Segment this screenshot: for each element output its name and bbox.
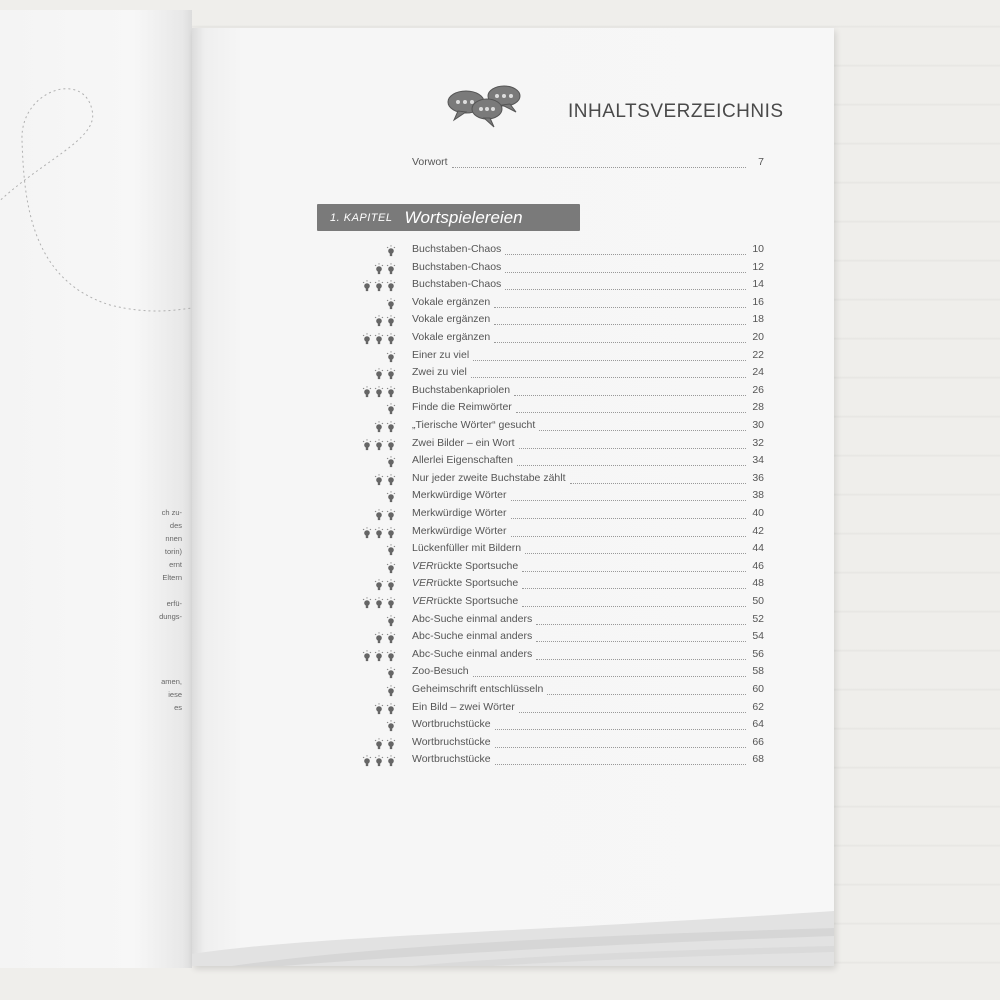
toc-entry-title — [412, 278, 501, 290]
lightbulb-icon — [374, 263, 384, 275]
toc-entry-title-text: Geheimschrift entschlüsseln — [412, 683, 544, 695]
toc-entry-title — [412, 630, 532, 642]
toc-entry-title-text: Zoo-Besuch — [412, 665, 469, 678]
toc-entry-page: 26 — [752, 383, 764, 396]
toc-entry[interactable] — [412, 736, 764, 753]
toc-preface[interactable] — [412, 156, 764, 173]
toc-entry[interactable] — [412, 577, 764, 594]
toc-entry-title-text: Vokale ergänzen — [412, 295, 491, 308]
lightbulb-icon — [386, 421, 396, 433]
toc-entry-title-text: rückte Sportsuche — [433, 559, 519, 572]
toc-entry-title — [412, 296, 490, 308]
lightbulb-icon — [386, 386, 396, 398]
left-page-fragment — [122, 636, 182, 649]
toc-entry[interactable] — [412, 525, 764, 542]
toc-entry-title-italic: VER — [412, 577, 434, 590]
lightbulb-icon — [374, 632, 384, 644]
difficulty-level — [356, 738, 396, 750]
left-page-fragment: dungs- — [159, 612, 182, 621]
lightbulb-icon — [386, 597, 396, 609]
toc-entry-page: 40 — [752, 507, 764, 519]
toc-entry[interactable] — [412, 261, 764, 278]
toc-entry-title-text: Nur jeder zweite Buchstabe zählt — [412, 471, 566, 484]
lightbulb-icon — [386, 403, 396, 415]
toc-entry-title — [412, 683, 543, 695]
toc-entry[interactable] — [412, 278, 764, 295]
difficulty-level — [356, 632, 396, 644]
lightbulb-icon — [386, 579, 396, 591]
toc-entry[interactable] — [412, 630, 764, 647]
lightbulb-icon — [386, 615, 396, 627]
lightbulb-icon — [374, 280, 384, 292]
difficulty-level — [356, 439, 396, 451]
leader-dots — [511, 518, 746, 519]
toc-entry-page: 68 — [752, 753, 764, 766]
toc-entry-title — [412, 718, 491, 730]
lightbulb-icon — [374, 597, 384, 609]
left-page-fragment: nnen — [165, 534, 182, 543]
leader-dots — [511, 500, 746, 501]
lightbulb-icon — [362, 386, 372, 398]
toc-entry-page: 54 — [752, 630, 764, 643]
difficulty-level — [356, 544, 396, 556]
leader-dots — [517, 465, 746, 466]
difficulty-level — [356, 333, 396, 345]
chapter-name: Wortspielereien — [404, 207, 523, 227]
lightbulb-icon — [386, 315, 396, 327]
difficulty-level — [356, 685, 396, 697]
leader-dots — [495, 764, 746, 765]
toc-entry-title-text: Buchstaben-Chaos — [412, 260, 502, 273]
lightbulb-icon — [386, 298, 396, 310]
leader-dots — [494, 307, 746, 308]
toc-entry-title-text: Buchstaben-Chaos — [412, 278, 502, 291]
toc-preface-page: 7 — [758, 156, 764, 168]
toc-entry-title-text: Einer zu viel — [412, 348, 470, 361]
toc-entry-title-text: Zwei zu viel — [412, 366, 467, 379]
speech-bubbles-icon — [444, 82, 534, 132]
lightbulb-icon — [374, 703, 384, 715]
difficulty-level — [356, 351, 396, 363]
toc-entry[interactable] — [412, 384, 764, 401]
toc-entry-page: 44 — [752, 542, 764, 555]
toc-entry-page: 28 — [752, 401, 764, 414]
difficulty-level — [356, 597, 396, 609]
lightbulb-icon — [386, 491, 396, 503]
left-page-fragment: erfü- — [166, 599, 182, 608]
difficulty-level — [356, 368, 396, 380]
toc-entry-page: 50 — [752, 595, 764, 607]
leader-dots — [505, 272, 746, 273]
toc-entry-page: 16 — [752, 295, 764, 308]
toc-entry-title-text: Zwei Bilder – ein Wort — [412, 436, 515, 449]
difficulty-level — [356, 315, 396, 327]
toc-entry-title — [412, 454, 513, 466]
difficulty-level — [356, 650, 396, 662]
difficulty-level — [356, 280, 396, 292]
lightbulb-icon — [386, 439, 396, 451]
toc-entry-title — [412, 753, 491, 765]
toc-entry-page: 62 — [752, 700, 764, 713]
toc-entry[interactable] — [412, 419, 764, 436]
toc-entry-title-text: Merkwürdige Wörter — [412, 524, 507, 537]
lightbulb-icon — [386, 650, 396, 662]
toc-entry[interactable] — [412, 613, 764, 630]
toc-entry[interactable] — [412, 401, 764, 418]
leader-dots — [495, 747, 746, 748]
toc-entry[interactable] — [412, 507, 764, 524]
leader-dots — [505, 254, 746, 255]
lightbulb-icon — [386, 720, 396, 732]
lightbulb-icon — [386, 456, 396, 468]
lightbulb-icon — [386, 685, 396, 697]
lightbulb-icon — [386, 667, 396, 679]
toc-entry-page: 56 — [752, 647, 764, 660]
leader-dots — [539, 430, 746, 431]
toc-entry-title-italic: VER — [412, 595, 434, 607]
toc-entry-title — [412, 366, 467, 378]
left-page-fragment: iese — [168, 690, 182, 699]
toc-entry[interactable] — [412, 595, 764, 612]
toc-entry[interactable] — [412, 437, 764, 454]
toc-entry[interactable] — [412, 683, 764, 700]
left-page-text-fragments — [122, 506, 182, 714]
toc-entry[interactable] — [412, 296, 764, 313]
toc-entry-title-text: Ein Bild – zwei Wörter — [412, 700, 515, 713]
toc-entry-page: 20 — [752, 331, 764, 343]
toc-entry[interactable] — [412, 701, 764, 718]
toc-entry-title — [412, 613, 532, 625]
toc-entry[interactable] — [412, 349, 764, 366]
toc-entry-title — [412, 736, 491, 748]
left-page-fragment — [122, 584, 182, 597]
lightbulb-icon — [374, 421, 384, 433]
toc-entry[interactable] — [412, 472, 764, 489]
toc-entry-page: 14 — [752, 278, 764, 291]
lightbulb-icon — [386, 474, 396, 486]
toc-entry-title — [412, 701, 515, 713]
lightbulb-icon — [386, 703, 396, 715]
toc-entry[interactable] — [412, 489, 764, 506]
left-page — [0, 10, 192, 968]
toc-entry[interactable] — [412, 313, 764, 330]
leader-dots — [525, 553, 746, 554]
left-page-fragment: torin) — [164, 547, 182, 556]
difficulty-level — [356, 720, 396, 732]
leader-dots — [536, 624, 746, 625]
toc-entry-title — [412, 349, 469, 361]
toc-entry-title — [412, 577, 518, 589]
toc-entry-title-text: Wortbruchstücke — [412, 718, 491, 731]
difficulty-level — [356, 263, 396, 275]
toc-entry[interactable] — [412, 753, 764, 770]
difficulty-level — [356, 667, 396, 679]
toc-entry-title-text: Allerlei Eigenschaften — [412, 454, 513, 467]
toc-preface-label: Vorwort — [412, 156, 448, 168]
toc-entry-page: 42 — [752, 524, 764, 537]
difficulty-level — [356, 755, 396, 767]
lightbulb-icon — [386, 245, 396, 257]
lightbulb-icon — [362, 650, 372, 662]
leader-dots — [505, 289, 746, 290]
difficulty-level — [356, 703, 396, 715]
toc-entry-title-text: Wortbruchstücke — [412, 753, 491, 766]
lightbulb-icon — [362, 439, 372, 451]
toc-entry-page: 58 — [752, 665, 764, 678]
lightbulb-icon — [362, 527, 372, 539]
difficulty-level — [356, 615, 396, 627]
left-page-fragment: des — [169, 521, 182, 530]
chapter-heading[interactable] — [317, 204, 580, 231]
toc-entry-title-text: „Tierische Wörter“ gesucht — [412, 419, 536, 431]
lightbulb-icon — [386, 632, 396, 644]
lightbulb-icon — [374, 439, 384, 451]
lightbulb-icon — [386, 544, 396, 556]
toc-entry-title-text: Vokale ergänzen — [412, 331, 491, 343]
lightbulb-icon — [386, 368, 396, 380]
difficulty-level — [356, 386, 396, 398]
toc-entry[interactable] — [412, 542, 764, 559]
toc-entry-title — [412, 313, 490, 325]
leader-dots — [519, 712, 746, 713]
toc-entry-page: 66 — [752, 735, 764, 748]
toc-entry-title — [412, 489, 507, 501]
toc-entry-title — [412, 401, 512, 413]
toc-entry-title-italic: VER — [412, 559, 434, 572]
toc-entry-page: 10 — [752, 243, 764, 255]
left-page-fragment: es — [174, 703, 182, 712]
leader-dots — [514, 395, 746, 396]
toc-entry-page: 38 — [752, 489, 764, 502]
left-page-fragment — [122, 649, 182, 662]
leader-dots — [473, 676, 746, 677]
lightbulb-icon — [374, 333, 384, 345]
toc-entry-page: 30 — [752, 419, 764, 431]
lightbulb-icon — [386, 263, 396, 275]
left-page-fragment — [122, 662, 182, 675]
toc-entry-page: 52 — [752, 612, 764, 625]
lightbulb-icon — [386, 351, 396, 363]
toc-entry-title-text: Vokale ergänzen — [412, 313, 491, 326]
toc-entry-title — [412, 595, 518, 607]
toc-entry-page: 32 — [752, 436, 764, 449]
toc-entry-page: 46 — [752, 559, 764, 572]
lightbulb-icon — [386, 509, 396, 521]
toc-entry-title-text: Abc-Suche einmal anders — [412, 647, 533, 660]
toc-entry-page: 48 — [752, 577, 764, 590]
lightbulb-icon — [362, 597, 372, 609]
lightbulb-icon — [362, 333, 372, 345]
toc-entry-title-text: Lückenfüller mit Bildern — [412, 542, 522, 555]
toc-entry-title — [412, 560, 518, 572]
toc-entry-page: 60 — [752, 683, 764, 695]
lightbulb-icon — [362, 755, 372, 767]
leader-dots — [536, 641, 746, 642]
lightbulb-icon — [374, 386, 384, 398]
toc-entry-title — [412, 384, 510, 396]
leader-dots — [536, 659, 746, 660]
lightbulb-icon — [374, 755, 384, 767]
leader-dots — [494, 324, 746, 325]
toc-entry-title-text: Buchstaben-Chaos — [412, 243, 502, 255]
toc-entry[interactable] — [412, 366, 764, 383]
leader-dots — [495, 729, 746, 730]
difficulty-level — [356, 245, 396, 257]
difficulty-level — [356, 403, 396, 415]
toc-entry-title-text: Merkwürdige Wörter — [412, 489, 507, 502]
toc-entry[interactable] — [412, 560, 764, 577]
toc-entry-title-text: Finde die Reimwörter — [412, 401, 512, 414]
difficulty-level — [356, 562, 396, 574]
page-title: INHALTSVERZEICHNIS — [568, 101, 784, 122]
lightbulb-icon — [374, 650, 384, 662]
toc-entry-title — [412, 507, 507, 519]
toc-entry-title — [412, 243, 501, 255]
leader-dots — [522, 588, 746, 589]
toc-entry[interactable] — [412, 243, 764, 260]
left-page-fragment: amen, — [161, 677, 182, 686]
difficulty-level — [356, 456, 396, 468]
left-page-fragment: ernt — [169, 560, 182, 569]
lightbulb-icon — [374, 579, 384, 591]
leader-dots — [516, 412, 746, 413]
toc-entry-page: 34 — [752, 454, 764, 467]
lightbulb-icon — [386, 755, 396, 767]
difficulty-level — [356, 421, 396, 433]
toc-entry-title — [412, 419, 535, 431]
lightbulb-icon — [374, 738, 384, 750]
toc-entry-title — [412, 261, 501, 273]
toc-entry-page: 12 — [752, 260, 764, 273]
left-page-fragment — [122, 623, 182, 636]
toc-entry-title-text: Abc-Suche einmal anders — [412, 630, 533, 643]
difficulty-level — [356, 491, 396, 503]
lightbulb-icon — [374, 368, 384, 380]
lightbulb-icon — [386, 738, 396, 750]
toc-entry[interactable] — [412, 454, 764, 471]
lightbulb-icon — [362, 280, 372, 292]
lightbulb-icon — [374, 527, 384, 539]
leader-dots — [452, 167, 746, 168]
left-page-fragment: ch zu- — [161, 508, 182, 517]
leader-dots — [473, 360, 746, 361]
toc-entry-title-text: Merkwürdige Wörter — [412, 507, 507, 519]
toc-entry-title — [412, 648, 532, 660]
leader-dots — [522, 606, 746, 607]
lightbulb-icon — [386, 562, 396, 574]
toc-entry-title — [412, 542, 521, 554]
lightbulb-icon — [386, 527, 396, 539]
toc-entry-title — [412, 331, 490, 343]
toc-entry-title — [412, 525, 507, 537]
leader-dots — [511, 536, 746, 537]
toc-entry-title-text: rückte Sportsuche — [433, 577, 519, 590]
leader-dots — [494, 342, 746, 343]
toc-entry-page: 24 — [752, 366, 764, 379]
toc-entry[interactable] — [412, 331, 764, 348]
leader-dots — [471, 377, 746, 378]
toc-entry[interactable] — [412, 718, 764, 735]
difficulty-level — [356, 579, 396, 591]
lightbulb-icon — [374, 474, 384, 486]
right-page — [192, 28, 834, 966]
lightbulb-icon — [386, 333, 396, 345]
leader-dots — [547, 694, 746, 695]
toc-entry-page: 64 — [752, 718, 764, 731]
leader-dots — [522, 571, 746, 572]
lightbulb-icon — [386, 280, 396, 292]
difficulty-level — [356, 298, 396, 310]
toc-entry-title-text: Wortbruchstücke — [412, 735, 491, 748]
toc-entry[interactable] — [412, 665, 764, 682]
left-page-fragment: Eltern — [162, 573, 182, 582]
toc-entry-title — [412, 665, 469, 677]
lightbulb-icon — [374, 509, 384, 521]
difficulty-level — [356, 527, 396, 539]
toc-entry[interactable] — [412, 648, 764, 665]
lightbulb-icon — [374, 315, 384, 327]
chapter-label: 1. KAPITEL — [330, 211, 393, 224]
toc-entry-title — [412, 472, 566, 484]
brush-stroke-decoration — [192, 906, 834, 966]
difficulty-level — [356, 509, 396, 521]
toc-entry-title-text: Abc-Suche einmal anders — [412, 612, 533, 625]
difficulty-level — [356, 474, 396, 486]
leader-dots — [519, 448, 746, 449]
toc-entry-title-text: rückte Sportsuche — [433, 595, 519, 607]
toc-entry-page: 18 — [752, 313, 764, 326]
toc-entry-title-text: Buchstabenkapriolen — [412, 383, 511, 396]
dashed-path-decoration — [0, 10, 192, 340]
leader-dots — [570, 483, 747, 484]
toc-entry-page: 36 — [752, 471, 764, 484]
toc-entry-title — [412, 437, 515, 449]
toc-entry-page: 22 — [752, 348, 764, 361]
